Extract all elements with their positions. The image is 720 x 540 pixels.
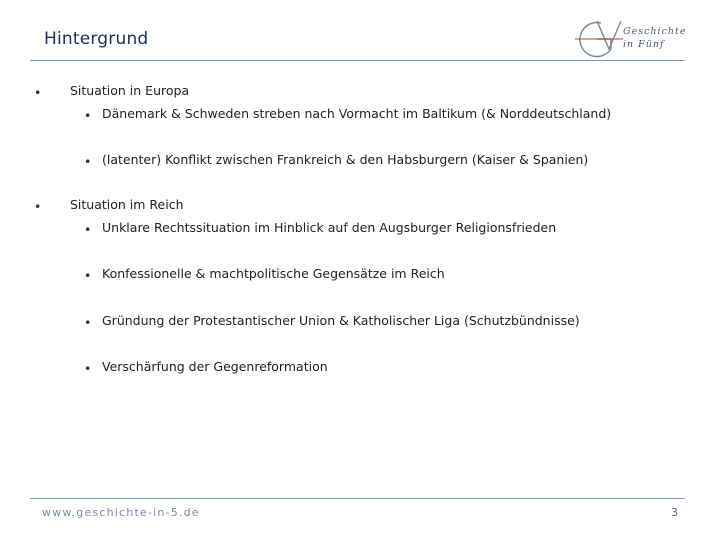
section-2-item-4-bullet: • — [84, 361, 92, 376]
section-2-item-3-bullet: • — [84, 315, 92, 330]
section-2-item-1: Unklare Rechtssituation im Hinblick auf den Augsburger Religionsfrieden — [102, 220, 557, 235]
slide-title: Hintergrund — [44, 29, 149, 49]
section-1-item-2: (latenter) Konflikt zwischen Frankreich & den Habsburgern (Kaiser & Spanien) — [102, 152, 589, 167]
logo-line-1: Geschichte — [623, 26, 687, 37]
section-2-bullet: • — [34, 199, 42, 214]
section-2-item-2: Konfessionelle & machtpolitische Gegensätze im Reich — [102, 266, 445, 281]
page-number: 3 — [671, 506, 678, 519]
section-2-item-2-bullet: • — [84, 268, 92, 283]
section-2-item-4: Verschärfung der Gegenreformation — [102, 359, 328, 374]
footer-divider — [30, 498, 685, 499]
section-2-item-1-bullet: • — [84, 222, 92, 237]
section-1-item-1: Dänemark & Schweden streben nach Vormacht im Baltikum (& Norddeutschland) — [102, 106, 612, 121]
section-2-item-3: Gründung der Protestantischer Union & Katholischer Liga (Schutzbündnisse) — [102, 313, 580, 328]
section-1-heading: Situation in Europa — [70, 83, 190, 98]
footer-url[interactable]: www.geschichte-in-5.de — [42, 506, 200, 519]
section-1-item-2-bullet: • — [84, 154, 92, 169]
logo-line-2: in Fünf — [623, 39, 665, 50]
section-1-item-1-bullet: • — [84, 108, 92, 123]
section-1-bullet: • — [34, 85, 42, 100]
section-2-heading: Situation im Reich — [70, 197, 184, 212]
